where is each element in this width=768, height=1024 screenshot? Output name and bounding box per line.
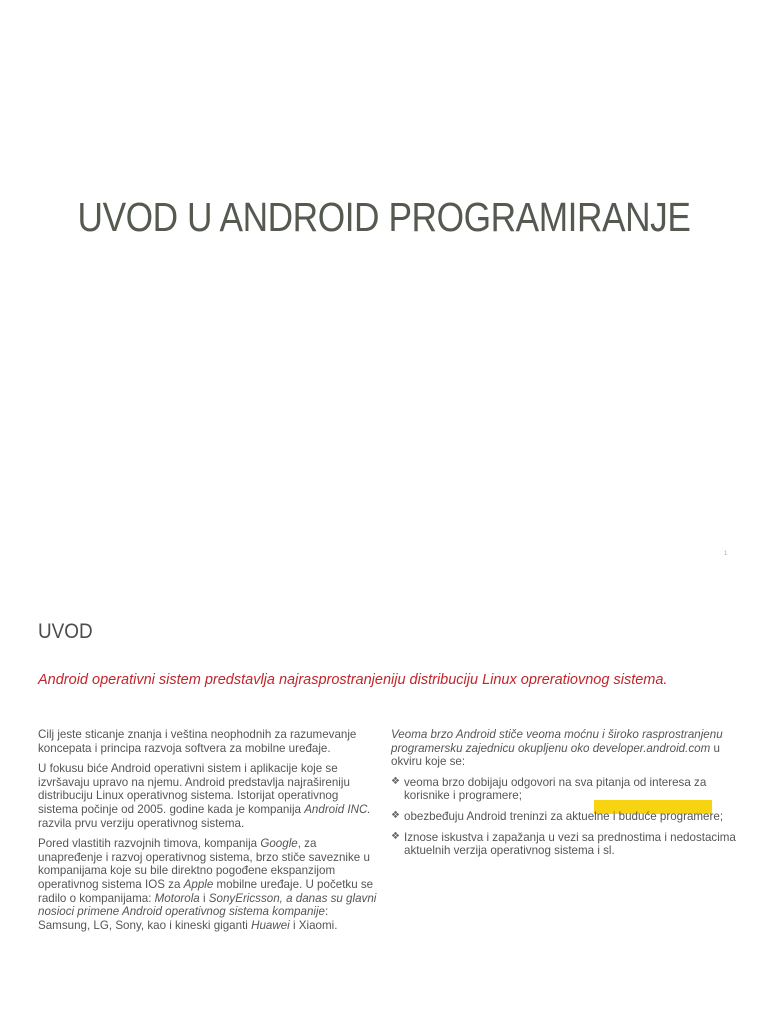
company-name: SonyEricsson, a danas su glavni nosioci primene Android operativnog sistema kompanije bbox=[38, 891, 377, 919]
text: , za unapređenje i razvoj operativnog sistema, brzo stiče saveznike u kompanijama koje su bile direktno pogođene ekspanzijom operativnog sistema IOS za bbox=[38, 837, 370, 891]
text: : Samsung, LG, Sony, kao i kineski giganti bbox=[38, 905, 329, 932]
list-item bbox=[391, 831, 736, 858]
text: U fokusu biće Android operativni sistem i aplikacije koje se izvršavaju upravo na njemu. Android predstavlja najrašireniju distribuciju Linux operativnog sistema. Istorijat operativnog sistema počinje od 2005. godine kada je kompanija bbox=[38, 762, 350, 816]
slide-title: UVOD U ANDROID PROGRAMIRANJE bbox=[77, 194, 691, 240]
company-name: Huawei bbox=[251, 918, 290, 932]
right-column bbox=[391, 728, 736, 865]
list-item-text: obezbeđuju Android treninzi za aktuelne i buduće programere; bbox=[404, 809, 724, 823]
text: i bbox=[199, 891, 209, 905]
community-list bbox=[391, 776, 736, 858]
list-item-text: veoma brzo dobijaju odgovori na sva pitanja od interesa za korisnike i programere; bbox=[404, 775, 707, 803]
text: Pored vlastitih razvojnih timova, kompanija bbox=[38, 837, 261, 851]
text: razvila prvu verziju operativnog sistema. bbox=[38, 816, 245, 830]
paragraph-goal: Cilj jeste sticanje znanja i veština neophodnih za razumevanje koncepata i principa razvoja softvera za mobilne uređaje. bbox=[38, 728, 357, 755]
company-name: Android INC. bbox=[304, 802, 371, 816]
community-intro bbox=[391, 728, 736, 769]
paragraph-allies bbox=[38, 837, 380, 932]
lead-statement: Android operativni sistem predstavlja najrasprostranjeniju distribuciju Linux opreratiovnog sistema. bbox=[38, 672, 668, 688]
text: Veoma brzo Android stiče veoma moćnu i široko rasprostranjenu programersku zajednicu okupljenu oko developer.android.com bbox=[391, 728, 723, 755]
left-column bbox=[38, 728, 380, 939]
list-item bbox=[391, 810, 736, 824]
page-number: 1 bbox=[724, 551, 728, 557]
text: u okviru koje se: bbox=[391, 741, 720, 769]
diamond-bullet-icon: ❖ bbox=[391, 830, 400, 842]
diamond-bullet-icon: ❖ bbox=[391, 775, 400, 787]
company-name: Apple bbox=[183, 877, 214, 891]
diamond-bullet-icon: ❖ bbox=[391, 809, 400, 821]
text: mobilne uređaje. U početku se radilo o kompanijama: bbox=[38, 877, 374, 905]
list-item bbox=[391, 776, 736, 803]
company-name: Google bbox=[260, 837, 298, 851]
section-title: UVOD bbox=[38, 620, 93, 643]
company-name: Motorola bbox=[154, 891, 200, 905]
paragraph-history bbox=[38, 762, 380, 830]
text: i Xiaomi. bbox=[289, 918, 338, 932]
list-item-text: Iznose iskustva i zapažanja u vezi sa prednostima i nedostacima aktuelnih verzija operativnog sistema i sl. bbox=[404, 830, 736, 858]
